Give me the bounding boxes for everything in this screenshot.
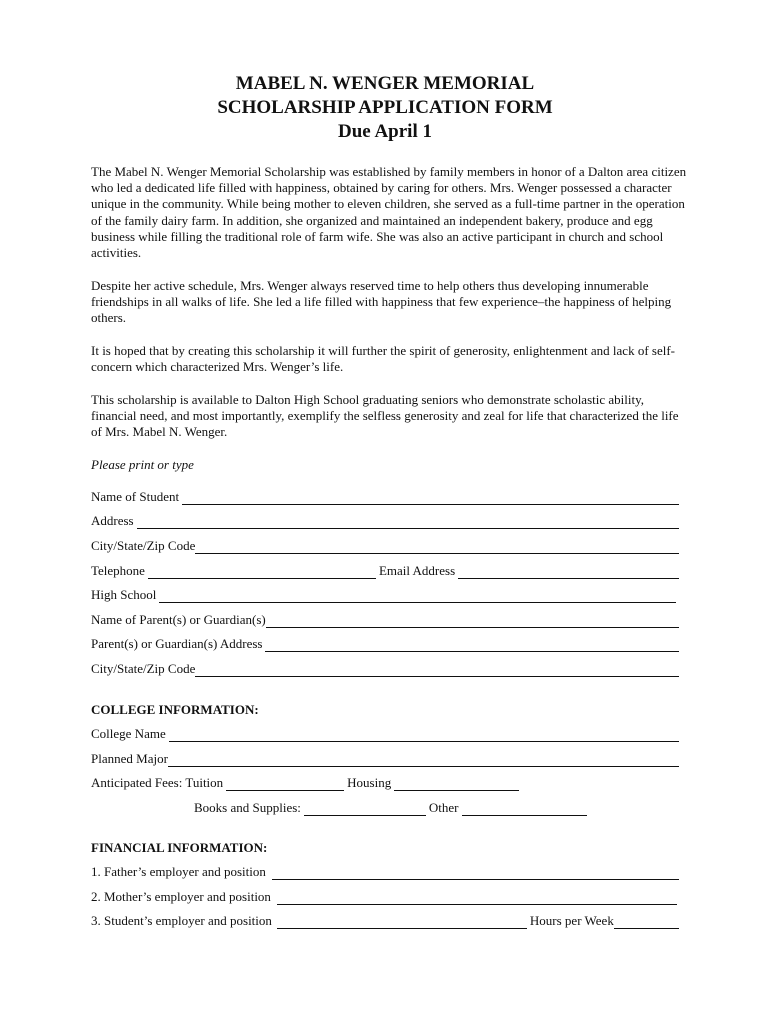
email-field[interactable] [458,567,679,579]
mother-label: 2. Mother’s employer and position [91,889,271,904]
books-row [194,800,590,816]
fees-label: Anticipated Fees: Tuition [91,775,224,790]
email-label: Email Address [378,563,456,578]
college-name-field[interactable] [169,730,679,742]
other-label: Other [428,800,459,815]
college-info-heading: COLLEGE INFORMATION: [91,702,259,717]
tuition-field[interactable] [226,779,344,791]
parent-city-label: City/State/Zip Code [91,661,196,676]
student-name-field[interactable] [182,493,679,505]
other-field[interactable] [462,804,587,816]
city-row [91,538,679,554]
high-school-field[interactable] [159,591,676,603]
print-instruction: Please print or type [91,457,194,472]
student-name-label: Name of Student [91,489,180,504]
college-name-row [91,726,679,742]
due-date: Due April 1 [338,121,432,142]
intro-paragraph-2: Despite her active schedule, Mrs. Wenger always reserved time to help others thus developing innumerable friendships in all walks of life. She led a life filled with happiness that few experience–the happiness of helping others. [91,278,672,326]
college-name-label: College Name [91,726,166,741]
form-title-line2: SCHOLARSHIP APPLICATION FORM [217,97,553,118]
major-label: Planned Major [91,751,168,766]
intro-paragraph-3: It is hoped that by creating this scholarship it will further the spirit of generosity, enlightenment and lack of self-concern which characterized Mrs. Wenger’s life. [91,343,676,375]
major-field[interactable] [168,755,679,767]
mother-row [91,889,677,905]
form-title-line1: MABEL N. WENGER MEMORIAL [235,73,535,94]
telephone-field[interactable] [148,567,376,579]
student-employer-field[interactable] [277,917,527,929]
parent-address-label: Parent(s) or Guardian(s) Address [91,636,263,651]
address-row [91,513,679,529]
student-employer-label: 3. Student’s employer and position [91,913,272,928]
books-label: Books and Supplies: [194,800,301,815]
parent-name-label: Name of Parent(s) or Guardian(s) [91,612,266,627]
telephone-label: Telephone [91,563,145,578]
father-label: 1. Father’s employer and position [91,864,266,879]
intro-paragraph-4: This scholarship is available to Dalton High School graduating seniors who demonstrate scholastic ability, financial need, and most importantly, exemplify the selfless generosity and zeal for life that characterized the life of Mrs. Mabel N. Wenger. [91,392,679,440]
parent-city-field[interactable] [195,665,679,677]
parent-address-field[interactable] [265,640,679,652]
intro-paragraph-1: The Mabel N. Wenger Memorial Scholarship was established by family members in honor of a Dalton area citizen who led a dedicated life filled with happiness, obtained by caring for others. Mrs. Wenger possessed a character unique in the community. While being mother to eleven children, she served as a full-time partner in the operation of the family dairy farm. In addition, she organized and maintained an independent bakery, produce and egg business while filling the traditional role of farm wife. She was also an active participant in church and school activities. [91,164,687,261]
telephone-email-row [91,563,679,579]
financial-info-heading: FINANCIAL INFORMATION: [91,840,268,855]
fees-row [91,775,522,791]
address-label: Address [91,513,134,528]
books-field[interactable] [304,804,426,816]
hours-label: Hours per Week [529,913,614,928]
student-employer-row [91,913,679,929]
parent-city-row [91,661,679,677]
high-school-label: High School [91,587,157,602]
parent-address-row [91,636,679,652]
parent-name-row [91,612,679,628]
housing-field[interactable] [394,779,519,791]
city-field[interactable] [195,542,679,554]
address-field[interactable] [137,517,679,529]
father-field[interactable] [272,868,679,880]
hours-field[interactable] [614,917,679,929]
mother-field[interactable] [277,893,677,905]
high-school-row [91,587,676,603]
housing-label: Housing [347,775,392,790]
city-label: City/State/Zip Code [91,538,196,553]
father-row [91,864,679,880]
major-row [91,751,679,767]
parent-name-field[interactable] [266,616,679,628]
student-name-row [91,489,679,505]
